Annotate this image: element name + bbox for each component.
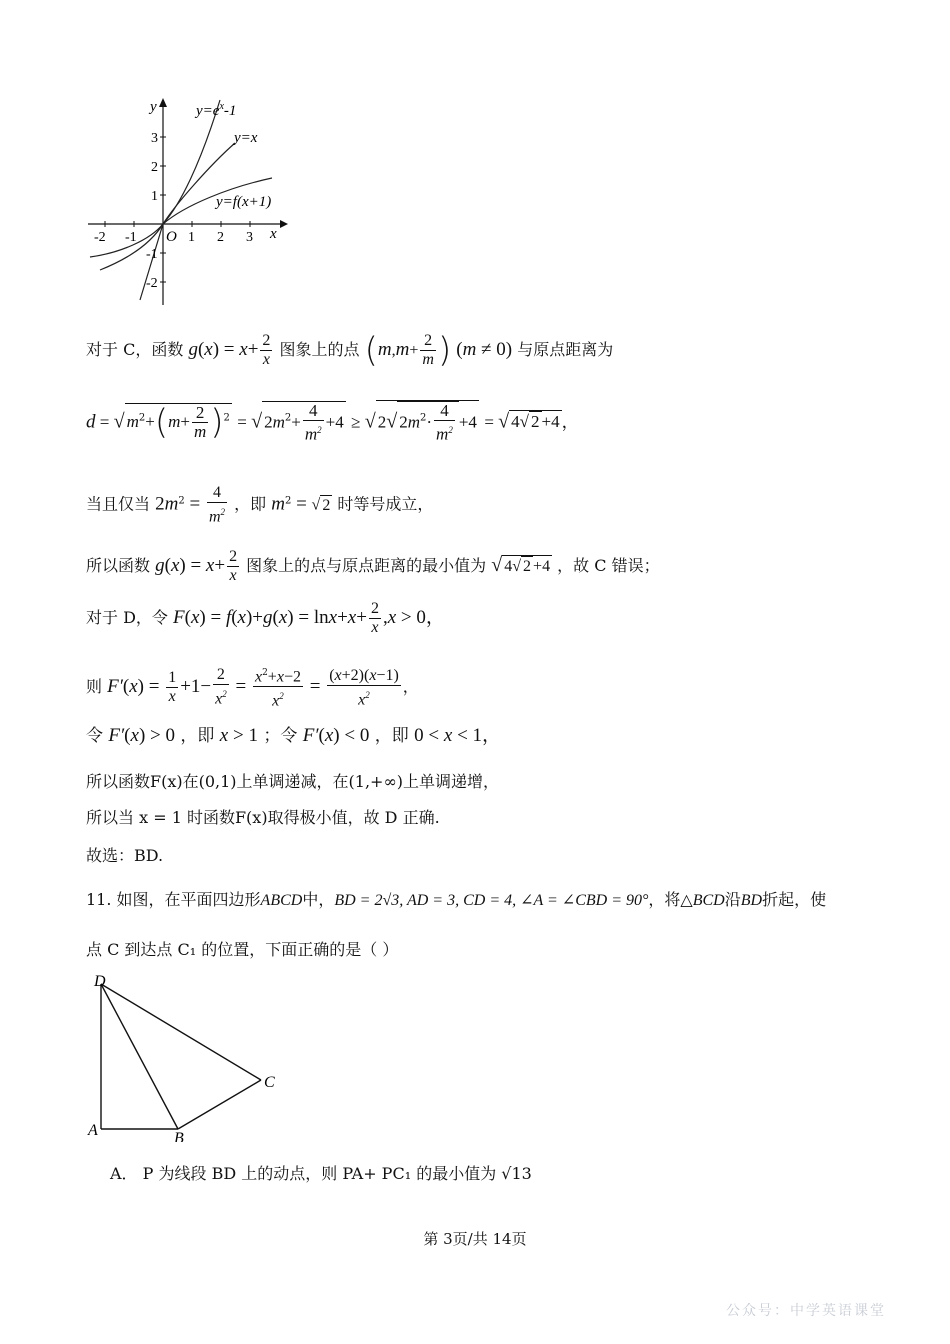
sign-analysis-line: 令 F′(x) > 0 ，即 x > 1 ；令 F′(x) < 0 ，即 0 < x < 1， [86, 725, 502, 746]
watermark: 公众号：中学英语课堂 [726, 1303, 886, 1319]
answer-line: 故选：BD. [86, 846, 164, 865]
y-tick: 3 [151, 131, 158, 146]
exp-curve [90, 100, 220, 257]
curve-label-f: y=f(x+1) [216, 194, 272, 210]
y-tick: 1 [151, 189, 158, 204]
vertex-label-a: A [88, 1122, 98, 1139]
extreme-value-line: 所以当 x = 1 时函数F(x)取得极小值，故 D 正确. [86, 808, 440, 827]
function-graph [80, 95, 300, 310]
y-tick: 2 [151, 160, 158, 175]
minimum-distance-line: 所以函数 g(x) = x+ $\frac{2}{x}$ 图象上的点与原点距离的最小值为 √ 4√ 2 +4 ，故 C 错误； [86, 548, 660, 584]
vertex-label-d: D [94, 973, 106, 990]
option-a: A． P 为线段 BD 上的动点，则 PA+ PC₁ 的最小值为 √13 [110, 1164, 532, 1183]
vertex-label-b: B [174, 1130, 184, 1142]
vertex-label-c: C [264, 1074, 275, 1091]
y-tick: -2 [146, 276, 158, 291]
c-intro-line: 对于 C，函数 g(x) = x+ $\frac{2}{x}$ 图象上的点 (m,m+ $\frac{2}{m}$ ) (m ≠ 0) 与原点距离为 [86, 330, 614, 371]
curve-label-yx: y=x [234, 130, 258, 146]
q11-line1: 11. 如图，在平面四边形ABCD中，BD = 2√3, AD = 3, CD = 4, ∠A = ∠CBD = 90°，将△BCD沿BD折起，使 [86, 890, 827, 909]
x-tick: -1 [125, 230, 137, 245]
quadrilateral-figure [84, 972, 284, 1142]
x-tick: 3 [246, 230, 253, 245]
page-footer: 第 3页/共 14页 [423, 1230, 527, 1248]
y-axis-label: y [150, 99, 157, 115]
curve-label-exp: $y=e^x-1$ [196, 101, 237, 119]
x-axis-arrow [280, 220, 288, 228]
y-tick: -1 [146, 247, 158, 262]
x-tick: 2 [217, 230, 224, 245]
y-axis-arrow [159, 98, 167, 107]
x-tick: -2 [94, 230, 106, 245]
origin-label: O [166, 229, 177, 245]
q11-line2: 点 C 到达点 C₁ 的位置，下面正确的是（ ） [86, 940, 399, 959]
derivative-line: 则 F′(x) = $\frac{1}{x}$ +1− $\frac{2}{x^2}$ = $\frac{x^2+x-2}{x^2}$ = $\frac{(x+2)(x-1)}{x^2}$ ， [86, 664, 419, 711]
x-axis-label: x [270, 226, 277, 242]
equality-condition: 当且仅当 $2m^2$ = $\frac{4}{m^2}$ ，即 $m^2$ = √ 2 时等号成立， [86, 484, 434, 526]
distance-formula: d = √ $m^2+(m+$ $\frac{2}{m}$ )$^2$ = √ $2m^2+$ $\frac{4}{m^2}$ +4 ≥ √ 2√ $2m^2\cdot$ $\frac{4}{m^2}$ +4 = √ 4√ 2 +4 ， [86, 401, 579, 444]
d-intro-line: 对于 D，令 F(x) = f(x)+g(x) = lnx+x+ $\frac{2}{x}$ ,x > 0， [86, 600, 445, 636]
x-tick: 1 [188, 230, 195, 245]
monotonicity-line: 所以函数F(x)在(0,1)上单调递减，在(1,+∞)上单调递增， [86, 772, 500, 791]
